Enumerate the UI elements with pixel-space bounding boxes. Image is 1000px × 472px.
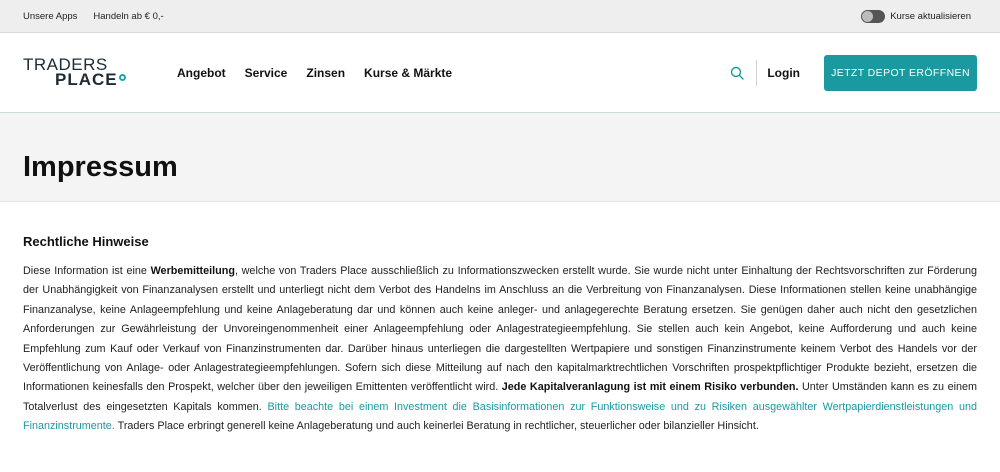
logo-line-2: PLACE bbox=[55, 69, 118, 89]
logo[interactable] bbox=[23, 56, 131, 90]
circle-logo-icon bbox=[119, 74, 126, 81]
open-depot-button[interactable]: JETZT DEPOT ERÖFFNEN bbox=[824, 55, 977, 91]
main-content bbox=[0, 202, 1000, 437]
nav-item-service[interactable]: Service bbox=[244, 65, 288, 80]
legal-bold-1: Werbemitteilung bbox=[150, 265, 235, 277]
price-update-label: Kurse aktualisieren bbox=[890, 10, 971, 22]
trading-link[interactable]: Handeln ab € 0,- bbox=[93, 10, 164, 22]
nav-item-kurse-maerkte[interactable]: Kurse & Märkte bbox=[364, 65, 453, 80]
logo-line-1: TRADERS bbox=[23, 54, 108, 74]
legal-text-1: Diese Information ist eine bbox=[23, 265, 151, 277]
page-hero bbox=[0, 113, 1000, 202]
price-update-toggle[interactable] bbox=[861, 10, 885, 23]
price-update-toggle-group[interactable] bbox=[861, 10, 971, 23]
nav-item-angebot[interactable]: Angebot bbox=[177, 65, 226, 80]
legal-text-2: , welche von Traders Place ausschließlich zu Informationszwecken erstellt wurde. Sie wurde nicht unter Einhaltung der Rechtsvorschriften zur Förderung der Unabhängigkeit von Finanzanalysen erstellt und unterliegt nicht dem Verbot des Handelns im Anschluss an die Verbreitung von Finanzanalysen. Diese Informationen stellen keine unabhängige Finanzanalyse, keine Anlageempfehlung und keine Anlageberatung dar und können auch keine anleger- und anlagegerechte Beratung ersetzen. Sie genügen daher auch nicht den gesetzlichen Anforderungen zur Gewährleistung der Unvoreingenommenheit einer Anlageempfehlung oder Anlagestrategieempfehlung. Sie stellen auch kein Angebot, keine Aufforderung und auch keine Empfehlung zum Kauf oder Verkauf von Finanzinstrumenten dar. Darüber hinaus unterliegen die dargestellten Wertpapiere und sonstigen Finanzinstrumente keinem Verbot des Handels vor der Veröffentlichung von Anlage- oder Anlagestrategieempfehlungen. Sofern sich diese Mitteilung auf nach den kapitalmarktrechtlichen Vorschriften prospektpflichtiger Produkte bezieht, ersetzen die Informationen keinesfalls den Prospekt, welcher über den jeweiligen Emittenten veröffentlicht wird. bbox=[23, 265, 977, 394]
apps-link[interactable]: Unsere Apps bbox=[23, 10, 78, 22]
legal-text-4: Traders Place erbringt generell keine Anlageberatung und auch keinerlei Beratung in rechtlicher, steuerlicher oder bilanzieller Hinsicht. bbox=[114, 420, 759, 433]
main-nav bbox=[177, 66, 471, 80]
section-title: Rechtliche Hinweise bbox=[23, 234, 149, 249]
login-link[interactable]: Login bbox=[767, 65, 800, 80]
main-header bbox=[0, 33, 1000, 113]
search-icon[interactable] bbox=[730, 66, 744, 80]
header-divider bbox=[756, 60, 757, 86]
legal-paragraph bbox=[23, 262, 977, 437]
legal-bold-2: Jede Kapitalveranlagung ist mit einem Risiko verbunden. bbox=[501, 381, 799, 394]
nav-item-zinsen[interactable]: Zinsen bbox=[306, 65, 346, 80]
top-bar bbox=[0, 0, 1000, 33]
risk-info-link[interactable]: Bitte beachte bei einem Investment die Basisinformationen zur Funktionsweise und zu Risiken ausgewählter Wertpapierdienstleistungen und Finanzinstrumente. bbox=[23, 400, 977, 433]
legal-text-3: Unter Umständen kann es zu einem Totalverlust des eingesetzten Kapitals kommen. bbox=[23, 381, 977, 413]
page-title: Impressum bbox=[23, 151, 178, 183]
